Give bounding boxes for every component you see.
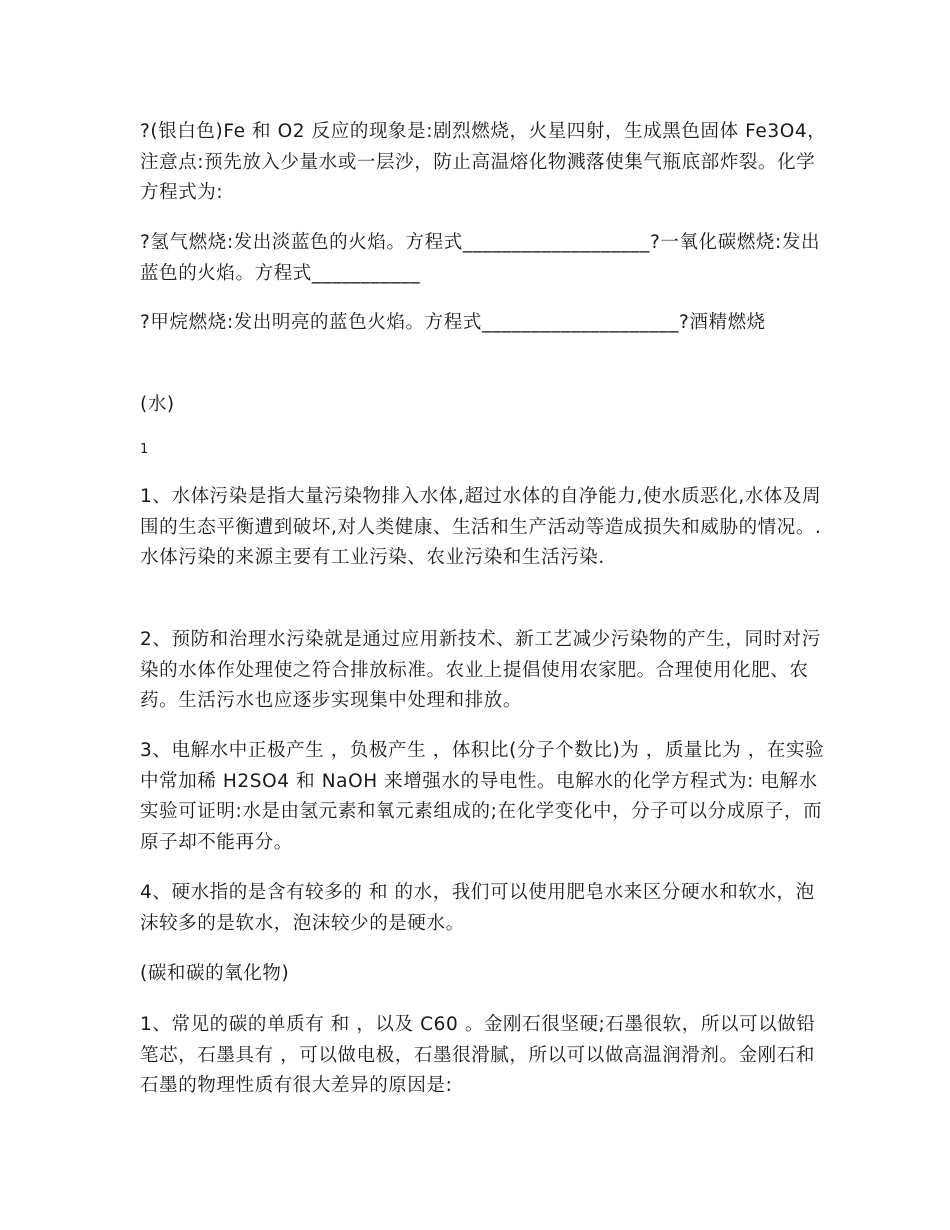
paragraph-hydrogen-co-combustion: ?氢气燃烧:发出淡蓝色的火焰。方程式___________________?一氧化碳燃烧:发出蓝色的火焰。方程式___________ (140, 232, 821, 284)
paragraph-water-electrolysis: 3、电解水中正极产生 ，负极产生 ，体积比(分子个数比)为 ，质量比为 ，在实验中常加稀 H2SO4 和 NaOH 来增强水的导电性。电解水的化学方程式为: 电解水实验可证明:水是由氢元素和氧元素组成的;在化学变化中，分子可以分成原子，而原子却不能再分。 (140, 740, 825, 853)
paragraph-water-pollution: 1、水体污染是指大量污染物排入水体,超过水体的自净能力,使水质恶化,水体及周围的生态平衡遭到破坏,对人类健康、生活和生产活动等造成损失和威胁的情况。.水体污染的来源主要有工业污染、农业污染和生活污染. (140, 486, 822, 568)
paragraph-iron-oxygen-reaction: ?(银白色)Fe 和 O2 反应的现象是:剧烈燃烧，火星四射，生成黑色固体 Fe3O4，注意点:预先放入少量水或一层沙，防止高温熔化物溅落使集气瓶底部炸裂。化学方程式为: (140, 121, 827, 203)
page-number: 1 (140, 442, 149, 457)
paragraph-water-pollution-prevention: 2、预防和治理水污染就是通过应用新技术、新工艺减少污染物的产生，同时对污染的水体作处理使之符合排放标准。农业上提倡使用农家肥。合理使用化肥、农药。生活污水也应逐步实现集中处理和排放。 (140, 629, 821, 711)
paragraph-hard-water: 4、硬水指的是含有较多的 和 的水，我们可以使用肥皂水来区分硬水和软水，泡沫较多的是软水，泡沫较少的是硬水。 (140, 882, 815, 934)
paragraph-carbon-allotropes: 1、常见的碳的单质有 和 ，以及 C60 。金刚石很坚硬;石墨很软，所以可以做铅笔芯，石墨具有 ，可以做电极，石墨很滑腻，所以可以做高温润滑剂。金刚石和石墨的物理性质有很大差异的原因是: (140, 1014, 816, 1096)
section-heading-water: (水) (140, 394, 175, 415)
section-heading-carbon-oxides: (碳和碳的氧化物) (140, 963, 290, 984)
paragraph-methane-alcohol-combustion: ?甲烷燃烧:发出明亮的蓝色火焰。方程式____________________?酒精燃烧 (140, 312, 766, 333)
